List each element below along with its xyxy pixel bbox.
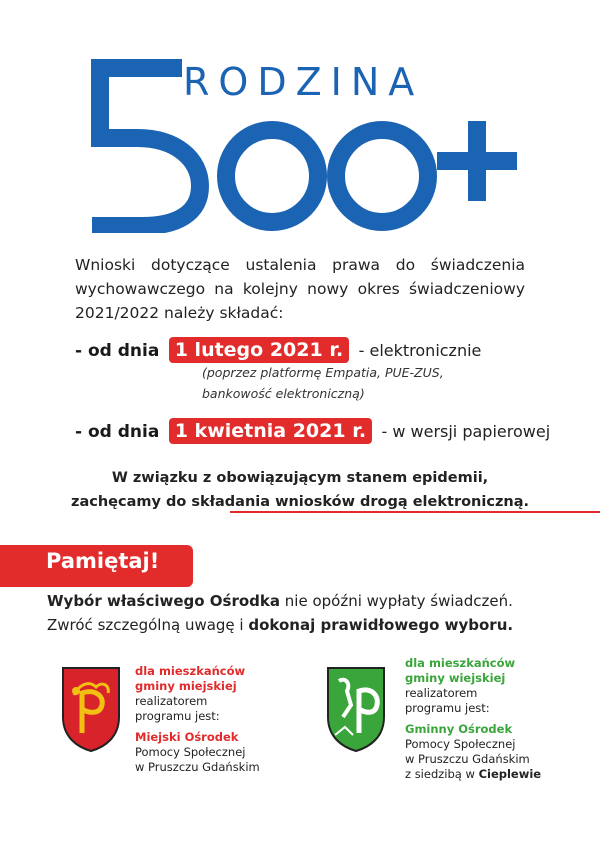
row-suffix: - w wersji papierowej (381, 422, 551, 441)
audience-label: dla mieszkańców (135, 664, 246, 678)
intro-text: Wnioski dotyczące ustalenia prawa do świadczenia wychowawczego na kolejny nowy okres świadczeniowy 2021/2022 należy składać: (75, 256, 525, 322)
digit-zero-1 (226, 130, 318, 222)
pruszcz-commune-crest-icon (325, 665, 387, 753)
logo-word: RODZINA (183, 60, 424, 104)
remember-bold: dokonaj prawidłowego wyboru. (248, 616, 514, 634)
remember-text: nie opóźni wypłaty świadczeń. (280, 592, 513, 610)
remember-bold: Wybór właściwego Ośrodka (47, 592, 281, 610)
org-text (405, 767, 575, 782)
info-text: programu jest: (135, 709, 220, 723)
date-badge: 1 lutego 2021 r. (169, 337, 350, 363)
row-lead: - od dnia (75, 341, 160, 361)
date-row-electronic (75, 337, 481, 363)
org-text: w Pruszczu Gdańskim (405, 752, 530, 766)
digit-zero-2 (336, 130, 428, 222)
remember-text: Zwróć szczególną uwagę i (47, 616, 249, 634)
digit-five (92, 68, 200, 226)
audience-label: gminy wiejskiej (405, 671, 506, 685)
org-name: Miejski Ośrodek (135, 730, 239, 744)
note-line: bankowość elektroniczną) (202, 386, 365, 401)
divider-line (230, 511, 600, 513)
plus-horizontal (437, 152, 517, 170)
info-text: programu jest: (405, 701, 490, 715)
org-text: w Pruszczu Gdańskim (135, 760, 260, 774)
city-info (135, 664, 305, 775)
org-text: Pomocy Społecznej (405, 737, 516, 751)
audience-label: dla mieszkańców (405, 656, 516, 670)
remember-line-2 (47, 616, 513, 634)
row-lead: - od dnia (75, 422, 160, 442)
note-line: (poprzez platformę Empatia, PUE-ZUS, (202, 365, 444, 380)
date-badge: 1 kwietnia 2021 r. (169, 418, 372, 444)
remember-line-1 (47, 592, 513, 610)
commune-info (405, 656, 575, 782)
org-text-part: z siedzibą w (405, 767, 479, 781)
date-row-paper (75, 418, 550, 444)
epidemic-notice (50, 466, 550, 514)
row-suffix: - elektronicznie (358, 341, 482, 360)
org-text: Pomocy Społecznej (135, 745, 246, 759)
pruszcz-city-crest-icon (60, 665, 122, 753)
remember-title: Pamiętaj! (46, 549, 160, 573)
logo-500-plus (82, 58, 522, 233)
info-text: realizatorem (135, 694, 208, 708)
org-text-bold: Cieplewie (478, 767, 542, 781)
epidemic-line: zachęcamy do składania wniosków drogą elektroniczną. (71, 494, 529, 510)
epidemic-line: W związku z obowiązującym stanem epidemii, (111, 470, 489, 486)
audience-label: gminy miejskiej (135, 679, 237, 693)
org-name: Gminny Ośrodek (405, 722, 513, 736)
electronic-note (202, 362, 502, 404)
info-text: realizatorem (405, 686, 478, 700)
